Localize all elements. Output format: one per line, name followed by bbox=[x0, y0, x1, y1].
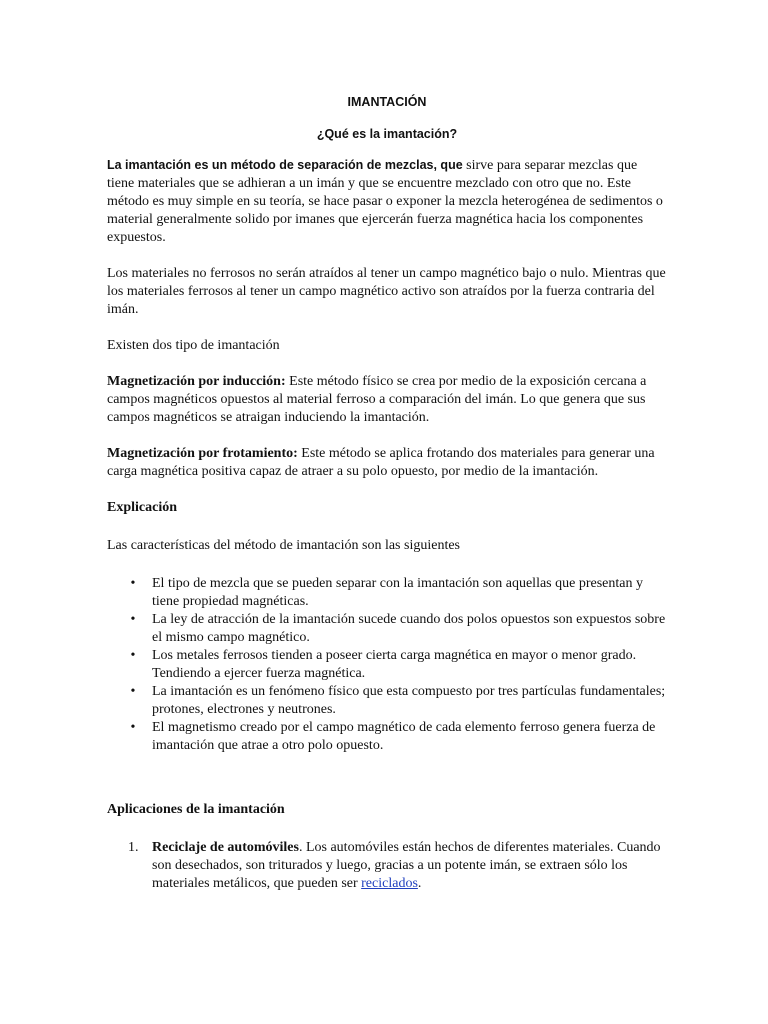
list-item-number: 1. bbox=[128, 840, 139, 855]
intro-rest-text: sirve para separar mezclas que tiene materiales que se adhieran a un imán y que se encuentre mezclado con otro que no. Este método es muy simple en su teoría, se hace pasar o exponer la mezcla heterogénea de sedimentos o material generalmente solido por imanes que ejercerán fuerza magnética hacia los componentes expuestos. bbox=[107, 158, 663, 245]
list-item bbox=[107, 575, 667, 611]
intro-lead-text: La imantación es un método de separación de mezclas, que bbox=[107, 158, 463, 172]
induccion-label: Magnetización por inducción: bbox=[107, 374, 286, 389]
paragraph-ferrous: Los materiales no ferrosos no serán atraídos al tener un campo magnético bajo o nulo. Mientras que los materiales ferrosos al tener un campo magnético activo son atraídos por la fuerza contraria del imán. bbox=[107, 266, 666, 317]
app1-bold-text: Reciclaje de automóviles bbox=[152, 840, 299, 855]
bullet-icon: • bbox=[130, 684, 136, 699]
list-item bbox=[107, 839, 667, 893]
characteristics-list bbox=[107, 575, 667, 755]
bullet-icon: • bbox=[130, 648, 136, 663]
frotamiento-text: Este método se aplica frotando dos materiales para generar una carga magnética positiva capaz de atraer a su polo opuesto, por medio de la imantación. bbox=[107, 446, 655, 479]
app1-text: . Los automóviles están hechos de diferentes materiales. Cuando son desechados, son triturados y luego, gracias a un potente imán, se extraen sólo los materiales metálicos, que pueden ser bbox=[152, 840, 661, 891]
list-item bbox=[107, 719, 667, 755]
list-item bbox=[107, 611, 667, 647]
frotamiento-label: Magnetización por frotamiento: bbox=[107, 446, 298, 461]
paragraph-frotamiento bbox=[107, 445, 667, 481]
document-title: IMANTACIÓN bbox=[347, 95, 427, 109]
paragraph-explicacion-intro: Las características del método de imantación son las siguientes bbox=[107, 538, 460, 553]
heading-aplicaciones: Aplicaciones de la imantación bbox=[107, 802, 285, 817]
paragraph-types-intro: Existen dos tipo de imantación bbox=[107, 338, 280, 353]
applications-list bbox=[107, 839, 667, 893]
bullet-icon: • bbox=[130, 612, 136, 627]
heading-explicacion: Explicación bbox=[107, 500, 178, 515]
list-item bbox=[107, 647, 667, 683]
list-item bbox=[107, 683, 667, 719]
list-item-text: La ley de atracción de la imantación sucede cuando dos polos opuestos son expuestos sobre el mismo campo magnético. bbox=[152, 612, 666, 645]
document-body bbox=[107, 93, 667, 893]
bullet-icon: • bbox=[130, 576, 136, 591]
app1-end: . bbox=[417, 876, 422, 891]
reciclados-link[interactable]: reciclados bbox=[361, 876, 418, 891]
intro-paragraph bbox=[107, 156, 667, 247]
document-subtitle: ¿Qué es la imantación? bbox=[316, 127, 458, 141]
induccion-text: Este método físico se crea por medio de la exposición cercana a campos magnéticos opuestos al material ferroso a comparación del imán. Lo que genera que sus campos magnéticos se atraigan induciendo la imantación. bbox=[107, 374, 647, 425]
list-item-text: La imantación es un fenómeno físico que esta compuesto por tres partículas fundamentales; protones, electrones y neutrones. bbox=[152, 684, 666, 717]
list-item-text: El tipo de mezcla que se pueden separar con la imantación son aquellas que presentan y tiene propiedad magnéticas. bbox=[152, 576, 643, 609]
list-item-text: El magnetismo creado por el campo magnético de cada elemento ferroso genera fuerza de imantación que atrae a otro polo opuesto. bbox=[152, 720, 656, 753]
bullet-icon: • bbox=[130, 720, 136, 735]
list-item-text: Los metales ferrosos tienden a poseer cierta carga magnética en mayor o menor grado. Tendiendo a ejercer fuerza magnética. bbox=[152, 648, 637, 681]
spacer bbox=[107, 755, 667, 801]
paragraph-induccion bbox=[107, 373, 667, 427]
